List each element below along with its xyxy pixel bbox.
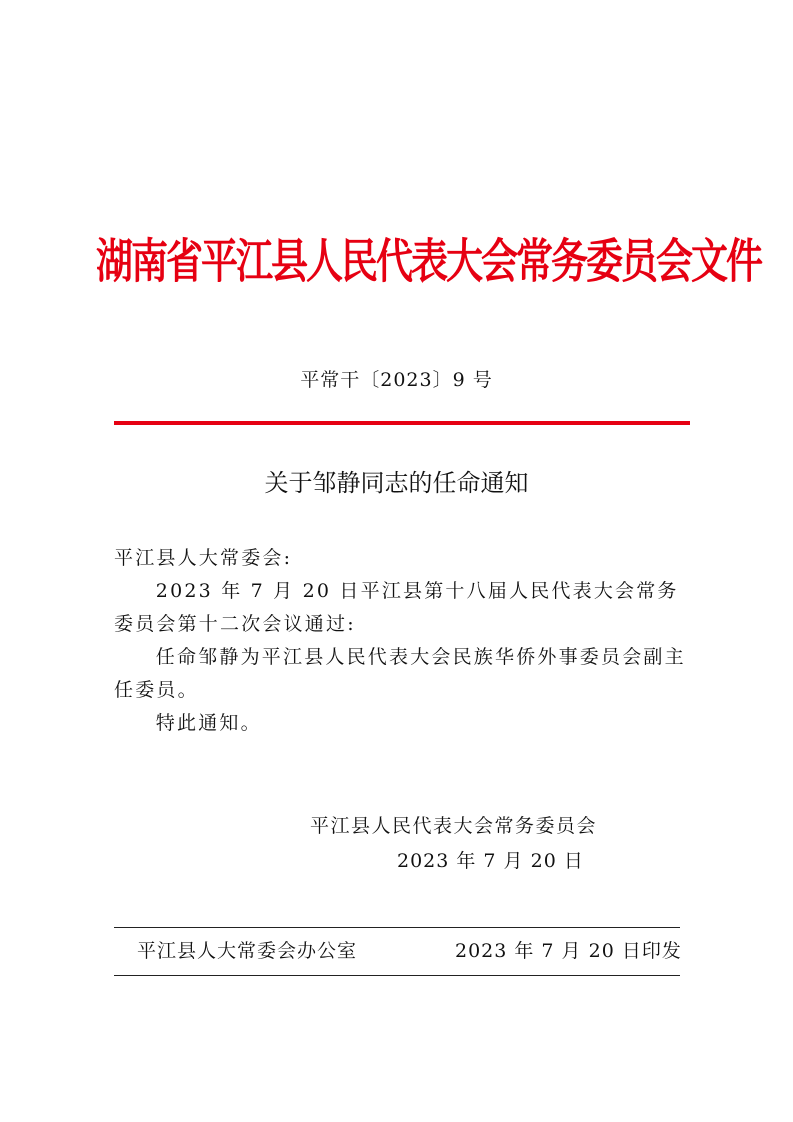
salutation: 平江县人大常委会: xyxy=(114,547,293,569)
meeting-paragraph: 2023 年 7 月 20 日平江县第十八届人民代表大会常务委员会第十二次会议通过: xyxy=(114,580,679,635)
notice-body xyxy=(114,542,690,740)
signature-date: 2023 年 7 月 20 日 xyxy=(397,850,584,872)
document-number: 平常干〔2023〕9 号 xyxy=(300,369,493,391)
document-header-title: 湖南省平江县人民代表大会常务委员会文件 xyxy=(96,232,761,290)
signature-organization: 平江县人民代表大会常务委员会 xyxy=(310,815,598,837)
appointment-paragraph: 任命邹静为平江县人民代表大会民族华侨外事委员会副主任委员。 xyxy=(114,646,686,701)
footer-bottom-rule xyxy=(114,975,680,976)
closing-line: 特此通知。 xyxy=(155,712,262,734)
footer-top-rule xyxy=(114,927,680,928)
footer-issuer: 平江县人大常委会办公室 xyxy=(137,940,358,962)
notice-title: 关于邹静同志的任命通知 xyxy=(264,469,529,497)
header-red-divider xyxy=(114,421,690,425)
footer-issue-date: 2023 年 7 月 20 日印发 xyxy=(455,940,682,962)
